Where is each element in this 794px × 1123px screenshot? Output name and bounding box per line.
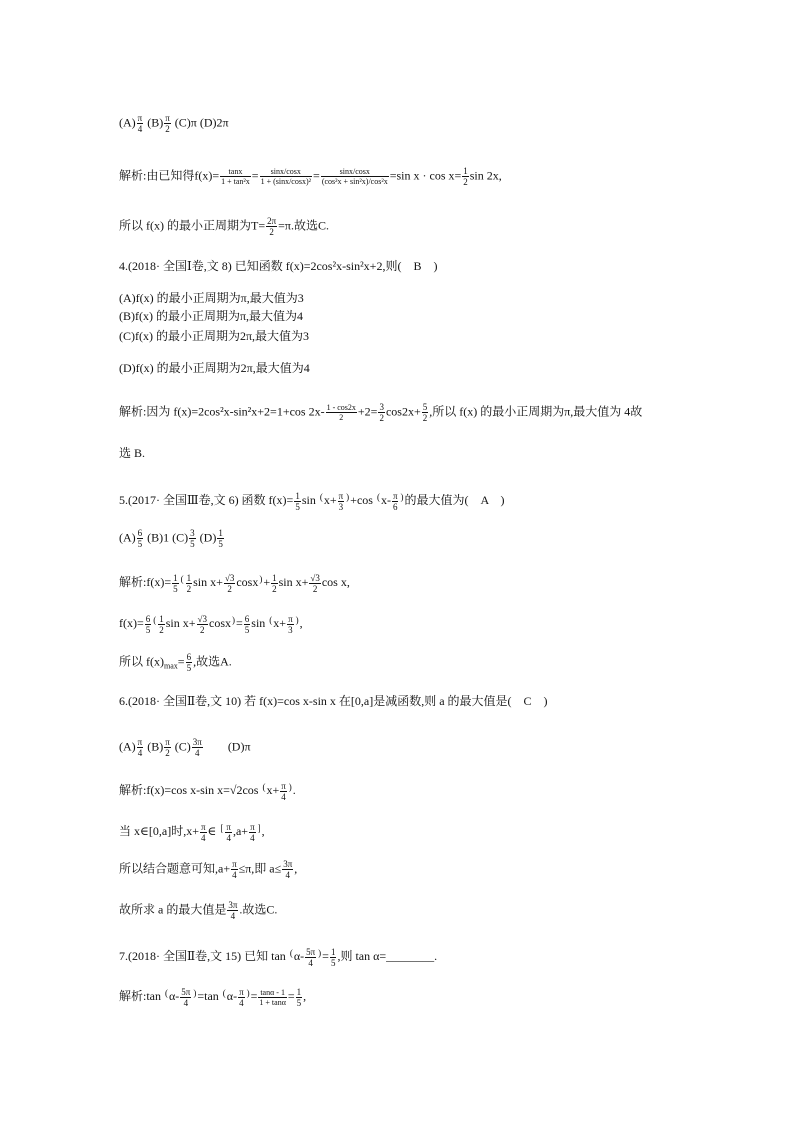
fraction [220,167,251,186]
text-run: ≤π,即 a≤ [238,861,282,876]
fraction-numerator: √3 [197,613,207,624]
bracket-mark: ( [269,615,273,625]
fraction [338,491,345,512]
fraction [158,614,165,635]
fraction-denominator: 2 [326,412,357,422]
fraction-numerator: π [165,113,170,123]
text-run: = [313,168,320,183]
fraction-denominator: 5 [218,539,223,549]
text-run: (C)f(x) 的最小正周期为2π,最大值为3 [119,329,310,343]
text-run: x+ [266,783,280,797]
fraction [137,113,144,134]
text-run: 故所求 a 的最大值是 [119,902,227,917]
text-run: , [303,989,307,1003]
fraction-numerator: 5π [306,946,316,957]
fraction-denominator: 2 [186,583,192,594]
fraction-numerator: π [288,613,293,624]
line-5 [119,290,304,306]
fraction-denominator: 4 [305,957,316,968]
fraction-denominator: 2 [197,624,208,635]
fraction-denominator: 2 [379,413,384,423]
line-6 [119,308,303,324]
text-run: f(x)= [119,616,144,630]
fraction [227,900,238,921]
text-run: 解析:由已知得f(x)= [119,168,220,183]
bracket-mark: ) [246,988,250,998]
fraction-numerator: 1 [330,946,336,957]
fraction-denominator: 4 [282,869,293,880]
fraction-denominator: 2 [165,748,170,758]
line-19 [119,820,265,843]
text-run: =sin x · cos x= [389,168,462,183]
text-run: α- [293,949,305,963]
text-run: 6.(2018· 全国Ⅱ卷,文 10) 若 f(x)=cos x-sin x 在[0,a]是减函数,则 a 的最大值是( C ) [119,694,548,708]
fraction-denominator: 2 [422,413,428,423]
text-run: sin [301,493,319,507]
fraction [186,573,193,594]
fraction [231,859,238,880]
line-7 [119,328,309,344]
fraction [305,947,316,968]
fraction [186,652,193,673]
text-run: x- [380,493,391,507]
text-run: cos2x+ [385,404,421,419]
text-run: (B)1 (C) [144,530,189,545]
fraction-denominator: 2 [224,583,235,594]
line-8 [119,360,310,376]
text-run: =tan [197,989,222,1003]
fraction [282,859,293,880]
bracket-mark: ( [319,492,323,502]
fraction [238,987,245,1008]
bracket-mark: ( [165,988,168,998]
text-run: (D) [196,530,217,545]
bracket-mark: ( [376,492,380,502]
text-run: , [299,616,303,630]
fraction [260,167,312,186]
fraction [392,491,399,512]
text-run: = [177,654,185,669]
fraction-numerator: 2π [267,216,277,226]
fraction-numerator: tanα - 1 [260,987,285,997]
fraction-numerator: π [239,986,244,997]
fraction [172,573,179,594]
text-run: = [236,616,243,630]
fraction-denominator: 1 + tan²x [221,177,250,186]
text-run: +2= [357,404,378,419]
bracket-mark: ( [289,948,293,958]
fraction-numerator: 5 [422,402,428,412]
fraction-numerator: 3π [283,859,293,869]
text-run: 7.(2018· 全国Ⅱ卷,文 15) 已知 tan [119,949,289,963]
text-run: + [263,575,271,589]
fraction-denominator: 5 [173,583,178,594]
line-17 [119,737,251,758]
text-run: x+ [323,493,337,507]
bracket-mark: ) [259,574,263,584]
text-run: = [322,949,329,963]
bracket-mark: ( [153,615,157,625]
text-run: (C) [171,739,191,754]
fraction-numerator: 1 [218,528,223,538]
fraction [330,947,337,968]
line-12 [119,528,225,549]
fraction [326,403,357,422]
fraction [192,737,203,758]
bracket-mark: ) [400,492,404,502]
fraction-numerator: 6 [137,528,143,538]
text-run: x+ [273,616,287,630]
fraction-denominator: 4 [201,832,206,843]
fraction-numerator: tanx [228,167,243,176]
text-run: = [250,989,258,1003]
fraction-numerator: 1 [186,572,192,583]
fraction-numerator: π [338,490,344,501]
fraction-numerator: π [250,821,255,832]
text-run: α- [169,989,180,1003]
fraction [422,402,429,423]
text-run: (A)f(x) 的最小正周期为π,最大值为3 [119,291,304,305]
fraction [180,987,191,1008]
fraction-numerator: π [165,737,170,747]
text-run: . [292,783,296,797]
fraction [164,113,171,134]
text-run: ∈ [207,824,220,838]
text-run: +cos [350,493,376,507]
fraction-numerator: √3 [224,572,235,583]
line-22 [119,945,437,968]
fraction-denominator: 5 [330,957,336,968]
fraction-numerator: π [281,780,286,791]
line-16 [119,693,548,709]
fraction-numerator: 6 [145,613,151,624]
text-run: ,a+ [232,824,249,838]
line-18 [119,779,296,802]
fraction [266,216,277,237]
fraction-denominator: 6 [392,501,398,512]
line-10 [119,445,145,461]
fraction-denominator: 4 [137,748,143,758]
bracket-mark: ( [222,988,226,998]
text-run: sin x+ [278,575,309,589]
bracket-mark: ( [180,574,184,584]
fraction-numerator: 6 [244,613,250,624]
line-1 [119,113,229,134]
fraction-denominator: 5 [186,663,192,673]
text-run: cosx [236,575,259,589]
fraction-numerator: √3 [310,572,320,583]
fraction-numerator: π [137,113,143,123]
fraction-numerator: π [392,490,398,501]
text-run: 解析:tan [119,989,164,1003]
line-11 [119,489,504,512]
fraction-numerator: 1 [295,490,300,501]
fraction-numerator: π [137,737,143,747]
fraction [249,822,256,843]
text-run: , [261,824,265,838]
text-run: cos x, [321,575,350,589]
text-run: (C)π (D)2π [171,115,229,130]
fraction-numerator: π [226,821,231,832]
text-run: sin 2x, [469,168,502,183]
fraction [197,614,208,635]
text-run: (D)π [203,739,251,754]
fraction-denominator: 4 [227,910,238,921]
fraction [200,822,207,843]
text-run: (B) [144,115,164,130]
fraction [309,573,320,594]
fraction [145,614,152,635]
text-run: (A) [119,115,136,130]
text-run: sin [251,616,269,630]
fraction-numerator: 1 [173,572,178,583]
fraction-denominator: 2 [309,583,320,594]
text-run: 4.(2018· 全国Ⅰ卷,文 8) 已知函数 f(x)=2cos²x-sin²x+2,则( B ) [119,259,438,273]
fraction-denominator: 5 [244,624,250,635]
fraction-denominator: 5 [190,539,195,549]
text-run: = [251,168,259,183]
fraction [225,822,232,843]
fraction [137,737,144,758]
fraction-denominator: 4 [137,124,143,134]
line-3 [119,216,329,237]
fraction [321,167,389,186]
text-run: ,故选A. [193,654,232,669]
fraction-numerator: 1 [296,986,302,997]
bracket-mark: ) [288,782,292,792]
fraction-numerator: π [232,859,237,869]
line-9 [119,402,642,423]
fraction-numerator: 3π [228,900,238,910]
line-4 [119,258,437,274]
fraction [189,528,196,549]
text-run: 解析:因为 f(x)=2cos²x-sin²x+2=1+cos 2x- [119,404,325,419]
fraction [224,573,235,594]
fraction-denominator: 2 [463,177,468,187]
fraction-denominator: 2 [165,124,170,134]
text-run: 解析:f(x)= [119,575,172,589]
fraction-denominator: 1 + tanα [259,997,286,1007]
text-run: 所以结合题意可知,a+ [119,861,231,876]
fraction-denominator: 4 [180,997,191,1008]
text-run: 选 B. [119,446,146,460]
text-run: 5.(2017· 全国Ⅲ卷,文 6) 函数 f(x)= [119,493,294,507]
line-21 [119,900,277,921]
fraction-denominator: 4 [239,997,244,1008]
fraction [294,491,301,512]
fraction [164,737,171,758]
fraction [280,781,287,802]
fraction [462,166,469,187]
bracket-mark: [ [220,823,224,833]
fraction-numerator: sinx/cosx [270,167,301,176]
text-run: sin x+ [193,575,223,589]
line-20 [119,859,297,880]
text-run: ,则 tan α=________. [337,949,438,963]
fraction-denominator: 5 [137,539,143,549]
fraction-denominator: 2 [272,583,277,594]
text-run: α- [226,989,238,1003]
fraction [287,614,294,635]
fraction-denominator: 4 [226,832,231,843]
text-run: 的最大值为( A ) [404,493,505,507]
text-run: (D)f(x) 的最小正周期为2π,最大值为4 [119,361,310,375]
fraction-denominator: 4 [192,747,203,758]
fraction [217,528,224,549]
bracket-mark: ] [257,823,261,833]
fraction-denominator: 1 + (sinx/cosx)² [260,177,312,186]
subscript: max [164,661,178,671]
fraction-denominator: 3 [288,624,293,635]
fraction-numerator: 1 [272,572,277,583]
fraction-numerator: 1 [159,613,164,624]
fraction-denominator: 5 [295,501,300,512]
fraction-numerator: 3π [192,737,202,747]
line-2 [119,166,502,187]
text-run: (B) [144,739,164,754]
fraction-numerator: 1 [463,166,468,176]
fraction-denominator: 4 [281,791,286,802]
bracket-mark: ) [295,615,299,625]
text-run: sin x+ [165,616,196,630]
line-23 [119,985,306,1008]
fraction-denominator: 5 [296,997,302,1008]
line-15 [119,652,232,674]
fraction-denominator: 3 [338,501,344,512]
fraction-numerator: 1 - cos2x [326,403,356,412]
text-run: (A) [119,739,136,754]
fraction-numerator: 6 [186,652,192,662]
text-run: , [294,861,298,876]
fraction-denominator: 4 [250,832,255,843]
fraction-denominator: (cos²x + sin²x)/cos²x [321,177,388,186]
bracket-mark: ( [262,782,266,792]
text-run: (B)f(x) 的最小正周期为π,最大值为4 [119,309,304,323]
fraction [137,528,144,549]
text-run: 当 x∈[0,a]时,x+ [119,824,199,838]
fraction-denominator: 2 [159,624,164,635]
text-run: .故选C. [239,902,278,917]
fraction-numerator: 5π [181,986,191,997]
fraction-numerator: π [200,821,206,832]
text-run: =π.故选C. [278,218,329,233]
text-run: cosx [209,616,231,630]
text-run: ,所以 f(x) 的最小正周期为π,最大值为 4故 [429,404,643,419]
line-14 [119,612,303,635]
fraction [378,402,385,423]
text-run: = [287,989,295,1003]
fraction [271,573,278,594]
fraction [244,614,251,635]
bracket-mark: ) [346,492,350,502]
fraction [296,987,303,1008]
fraction-denominator: 5 [145,624,151,635]
fraction-numerator: 3 [190,528,195,538]
text-run: (A) [119,530,136,545]
line-13 [119,571,350,594]
fraction-denominator: 2 [266,226,277,237]
text-run: 解析:f(x)=cos x-sin x=√2cos [119,783,262,797]
text-run: 所以 f(x) [119,654,164,669]
fraction-numerator: sinx/cosx [339,167,370,176]
bracket-mark: ) [232,615,235,625]
text-run: 所以 f(x) 的最小正周期为T= [119,218,266,233]
fraction-denominator: 4 [232,870,237,880]
fraction-numerator: 3 [379,402,384,412]
fraction [258,988,286,1007]
bracket-mark: ) [193,988,197,998]
bracket-mark: ) [318,948,322,958]
